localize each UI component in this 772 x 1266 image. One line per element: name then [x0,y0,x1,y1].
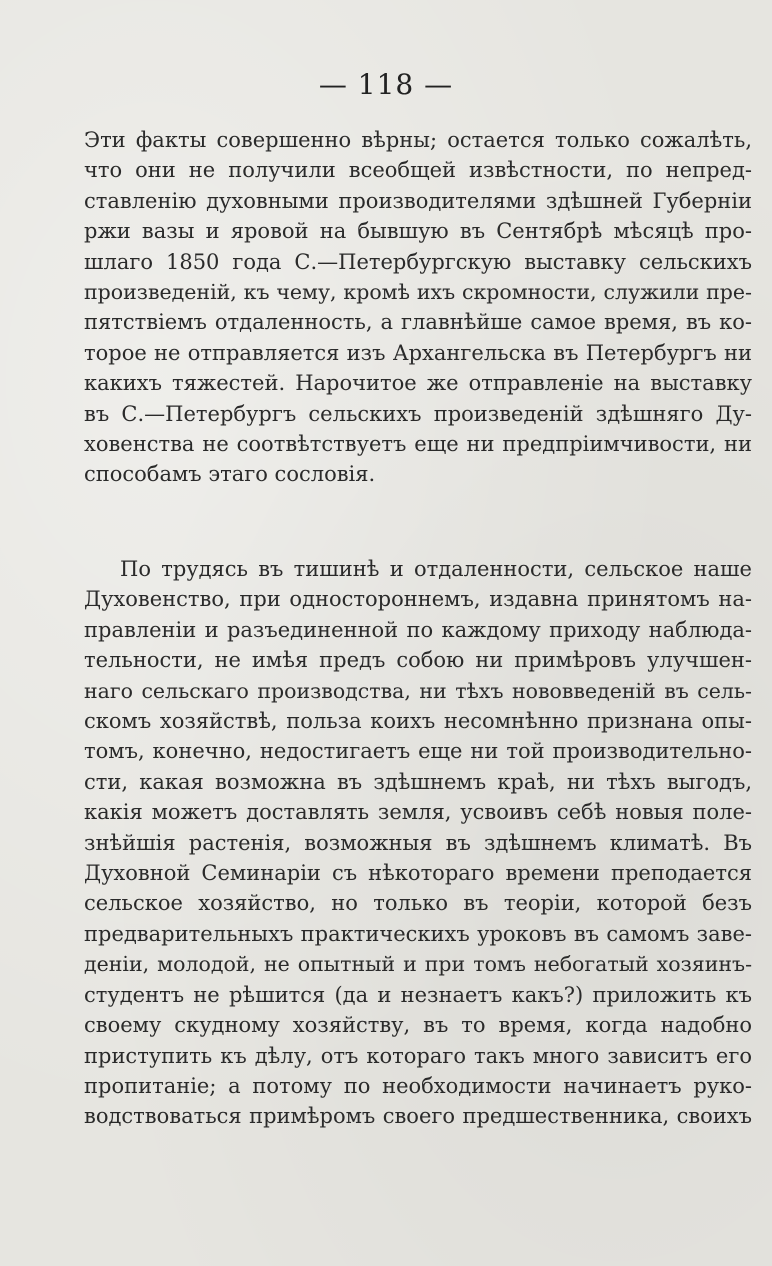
paragraph-2 [84,554,752,1132]
text-line: правленіи и разъединенной по каждому приходу наблюда- [84,617,752,642]
text-line: своему скудному хозяйству, въ то время, когда надобно [84,1013,752,1038]
text-line: Духовной Семинаріи съ нѣкотораго времени преподается [84,861,752,886]
page-number: — 118 — [318,68,454,101]
paragraph-1 [84,125,752,490]
text-line: водствоваться примѣромъ своего предшественника, своихъ [84,1104,752,1129]
text-line: приступить къ дѣлу, отъ котораго такъ много зависитъ его [84,1043,752,1068]
text-line: деніи, молодой, не опытный и при томъ небогатый хозяинъ- [84,952,752,977]
text-line: ставленію духовными производителями здѣшней Губерніи [84,188,752,213]
text-line: что они не получили всеобщей извѣстности, по непред- [84,158,752,183]
text-line: въ С.—Петербургъ сельскихъ произведеній здѣшняго Ду- [84,401,752,426]
text-line: сельское хозяйство, но только въ теоріи, которой безъ [84,891,752,916]
text-line: произведеній, къ чему, кромѣ ихъ скромности, служили пре- [84,280,752,305]
text-line: Духовенство, при одностороннемъ, издавна принятомъ на- [84,587,752,612]
text-line: пятствіемъ отдаленность, а главнѣйше самое время, въ ко- [84,310,752,335]
text-line: предварительныхъ практическихъ уроковъ въ самомъ заве- [84,921,752,946]
text-line: томъ, конечно, недостигаетъ еще ни той производительно- [84,739,752,764]
text-line: знѣйшія растенія, возможныя въ здѣшнемъ климатѣ. Въ [84,830,752,855]
text-line: Эти факты совершенно вѣрны; остается только сожалѣть, [84,128,752,152]
text-line: какія можетъ доставлять земля, усвоивъ себѣ новыя поле- [84,800,752,825]
text-line: сти, какая возможна въ здѣшнемъ краѣ, ни тѣхъ выгодъ, [84,769,752,794]
text-line: пропитаніе; а потому по необходимости начинаетъ руко- [84,1073,752,1098]
text-line: способамъ этаго сословія. [84,462,376,487]
text-line: тельности, не имѣя предъ собою ни примѣровъ улучшен- [84,648,752,673]
text-line: ржи вазы и яровой на бывшую въ Сентябрѣ мѣсяцѣ про- [84,219,752,244]
text-line: ховенства не соотвѣтствуетъ еще ни предпріимчивости, ни [84,432,752,457]
text-line: какихъ тяжестей. Нарочитое же отправленіе на выставку [84,371,752,396]
text-line: скомъ хозяйствѣ, польза коихъ несомнѣнно признана опы- [84,709,752,734]
text-line: торое не отправляется изъ Архангельска въ Петербургъ ни [84,340,752,365]
text-line: студентъ не рѣшится (да и незнаетъ какъ?) приложить къ [84,982,752,1007]
text-line: шлаго 1850 года С.—Петербургскую выставку сельскихъ [84,249,752,274]
text-line: наго сельскаго производства, ни тѣхъ нововведеній въ сель- [84,678,752,703]
text-line: По трудясь въ тишинѣ и отдаленности, сельское наше [120,557,752,581]
